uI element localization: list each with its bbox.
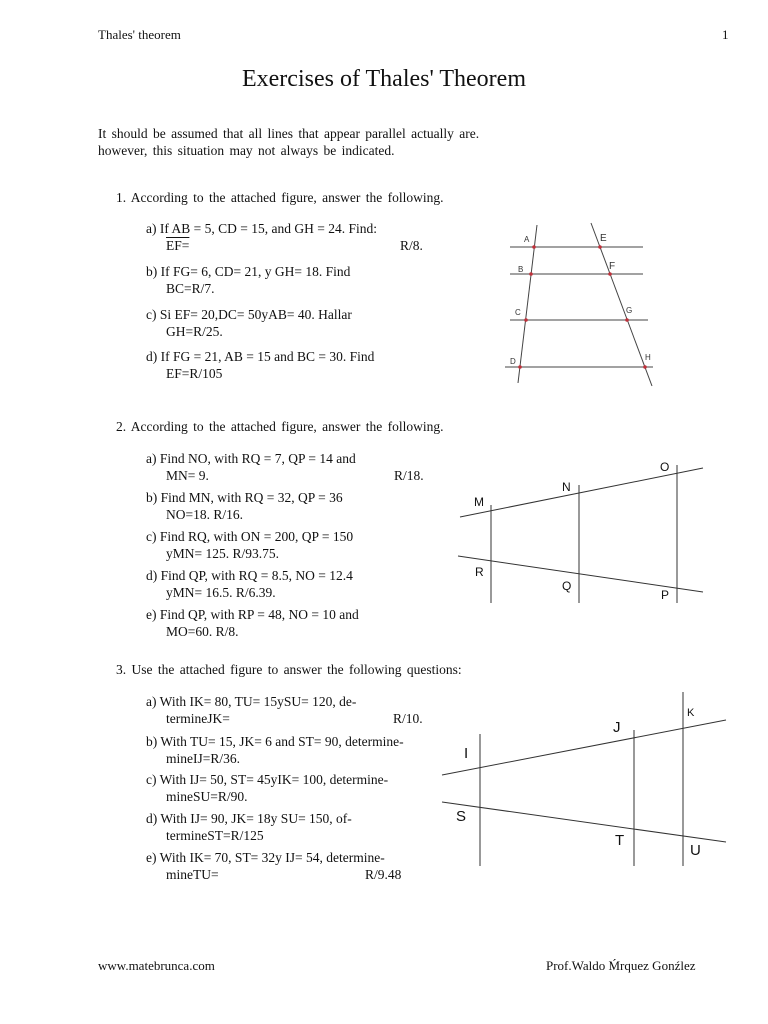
point-f-marker (608, 272, 612, 276)
q1-item-a (146, 220, 423, 254)
figure-q3-transversals (440, 690, 732, 870)
q3-item-b-line1: b) With TU= 15, JK= 6 and ST= 90, determine- (146, 734, 404, 749)
label-g: G (626, 306, 633, 315)
q3-item-c-line2: mineSU=R/90. (166, 789, 248, 804)
page-title: Exercises of Thales' Theorem (241, 66, 526, 92)
label-j: J (613, 719, 621, 736)
q2-item-d (146, 567, 353, 601)
q2-item-a-answer: R/18. (394, 468, 424, 483)
q2-item-a-line2: MN= 9. (166, 468, 209, 483)
q2-item-b-line2: NO=18. R/16. (166, 507, 243, 522)
q3-item-d-line2: termineST=R/125 (166, 828, 264, 843)
q1-item-b-line1: b) If FG= 6, CD= 21, y GH= 18. Find (146, 264, 351, 279)
q3-item-d (146, 810, 352, 844)
label-p: P (661, 588, 670, 602)
q3-item-b-line2: mineIJ=R/36. (166, 751, 240, 766)
intro-line-1: It should be assumed that all lines that appear parallel actually are. (98, 126, 480, 141)
q3-item-e-line1: e) With IK= 70, ST= 32y IJ= 54, determine- (146, 850, 385, 865)
q3-item-a-line2: termineJK= (166, 711, 230, 726)
label-r: R (475, 565, 484, 579)
q2-item-d-line1: d) Find QP, with RQ = 8.5, NO = 12.4 (146, 568, 353, 583)
label-n: N (562, 480, 571, 494)
label-c: C (515, 308, 521, 317)
label-m: M (474, 495, 484, 509)
q1-item-c (146, 306, 352, 340)
q1-item-d-line1: d) If FG = 21, AB = 15 and BC = 30. Find (146, 349, 375, 364)
question-1-prompt: 1. According to the attached figure, answer the following. (116, 190, 444, 205)
q2-item-b-line1: b) Find MN, with RQ = 32, QP = 36 (146, 490, 343, 505)
footer-website: www.matebrunca.com (98, 958, 215, 973)
point-g-marker (625, 318, 629, 322)
point-h-marker (643, 365, 647, 369)
q3-item-b (146, 733, 404, 767)
q2-item-b (146, 489, 343, 523)
q3-item-a-line1: a) With IK= 80, TU= 15ySU= 120, de- (146, 694, 357, 709)
label-h: H (645, 353, 651, 362)
label-i: I (464, 745, 469, 762)
figure-q2-transversals (455, 455, 710, 610)
question-2-prompt: 2. According to the attached figure, answer the following. (116, 419, 444, 434)
running-header-title: Thales' theorem (98, 27, 181, 42)
footer-author: Prof.Waldo Ḿrquez Gonźlez (546, 958, 696, 973)
q3-item-d-line1: d) With IJ= 90, JK= 18y SU= 150, of- (146, 811, 352, 826)
point-a-marker (532, 245, 536, 249)
q2-item-a-line1: a) Find NO, with RQ = 7, QP = 14 and (146, 451, 356, 466)
q1-item-d (146, 348, 374, 382)
transversal-upper (460, 468, 703, 517)
q2-item-c (146, 528, 353, 562)
q1-item-a-answer: R/8. (400, 238, 423, 253)
q1-item-a-line2: EF= (166, 238, 190, 253)
q3-item-e-line2: mineTU= (166, 867, 219, 882)
label-u: U (690, 842, 701, 859)
q3-item-a-answer: R/10. (393, 711, 423, 726)
q2-item-e-line1: e) Find QP, with RP = 48, NO = 10 and (146, 607, 359, 622)
q3-item-c (146, 771, 388, 805)
transversal-lower (458, 556, 703, 592)
q1-item-a-line1: a) If AB = 5, CD = 15, and GH = 24. Find: (146, 221, 377, 236)
q2-item-a (146, 450, 424, 484)
q1-item-b-line2: BC=R/7. (166, 281, 215, 296)
label-s: S (456, 808, 467, 825)
q1-item-c-line1: c) Si EF= 20,DC= 50yAB= 40. Hallar (146, 307, 352, 322)
q3-item-a (146, 693, 423, 727)
label-f: F (609, 261, 616, 272)
point-e-marker (598, 245, 602, 249)
label-a: A (524, 235, 530, 244)
question-3-prompt: 3. Use the attached figure to answer the following questions: (116, 662, 462, 677)
label-e: E (600, 233, 607, 244)
q2-item-d-line2: yMN= 16.5. R/6.39. (166, 585, 276, 600)
intro-line-2: however, this situation may not always be indicated. (98, 143, 395, 158)
label-q: Q (562, 579, 572, 593)
label-d: D (510, 357, 516, 366)
point-d-marker (518, 365, 522, 369)
q3-item-c-line1: c) With IJ= 50, ST= 45yIK= 100, determine- (146, 772, 389, 787)
q3-item-e-answer: R/9.48 (365, 867, 402, 882)
q1-item-b (146, 263, 350, 297)
label-t: T (615, 832, 625, 849)
q1-item-c-line2: GH=R/25. (166, 324, 223, 339)
figure-q1-parallel-lines (500, 218, 670, 390)
q1-item-d-line2: EF=R/105 (166, 366, 223, 381)
q2-item-c-line1: c) Find RQ, with ON = 200, QP = 150 (146, 529, 354, 544)
point-b-marker (529, 272, 533, 276)
q2-item-e (146, 606, 359, 640)
label-o: O (660, 460, 670, 474)
label-b: B (518, 265, 524, 274)
q3-item-e (146, 849, 402, 883)
point-c-marker (524, 318, 528, 322)
label-k: K (687, 707, 695, 719)
q2-item-e-line2: MO=60. R/8. (166, 624, 239, 639)
q2-item-c-line2: yMN= 125. R/93.75. (166, 546, 279, 561)
page-number: 1 (722, 27, 729, 42)
